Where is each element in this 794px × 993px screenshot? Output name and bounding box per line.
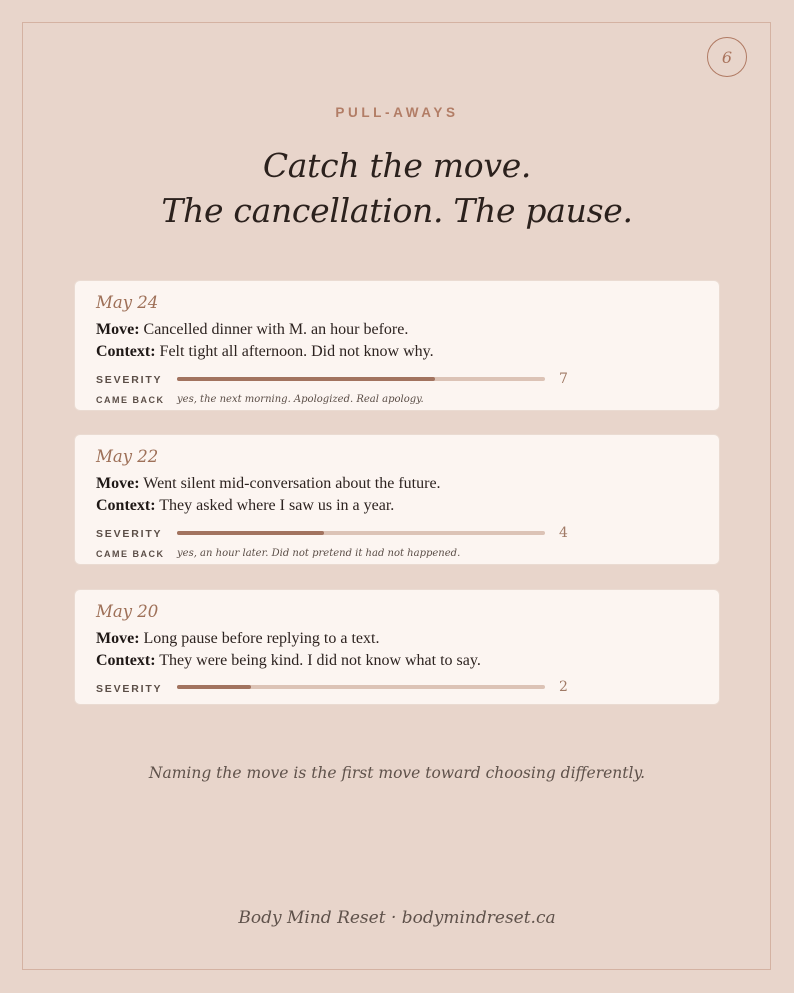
- move-line: [96, 321, 408, 339]
- entry-card: [74, 280, 720, 411]
- severity-label: SEVERITY: [96, 374, 163, 386]
- context-line: [96, 343, 434, 361]
- severity-label: SEVERITY: [96, 528, 163, 540]
- came-back-label: CAME BACK: [96, 549, 165, 559]
- severity-label: SEVERITY: [96, 683, 163, 695]
- severity-bar-fill: [177, 531, 324, 535]
- came-back-text: yes, an hour later. Did not pretend it had not happened.: [177, 548, 461, 559]
- context-label: Context:: [96, 497, 156, 514]
- context-label: Context:: [96, 652, 156, 669]
- severity-bar-fill: [177, 685, 251, 689]
- severity-bar: [177, 377, 545, 381]
- severity-value: 7: [559, 371, 568, 387]
- page-number-badge: [707, 37, 747, 77]
- move-label: Move:: [96, 475, 140, 492]
- context-text: Felt tight all afternoon. Did not know why.: [159, 343, 434, 360]
- severity-value: 4: [559, 525, 568, 541]
- context-line: [96, 497, 394, 515]
- entry-date: May 22: [96, 447, 159, 466]
- entry-card: [74, 589, 720, 705]
- page-number: 6: [721, 47, 733, 67]
- section-label: PULL-AWAYS: [335, 105, 459, 120]
- severity-bar-fill: [177, 377, 435, 381]
- footer: Body Mind Reset · bodymindreset.ca: [238, 908, 556, 928]
- severity-value: 2: [559, 679, 568, 695]
- move-label: Move:: [96, 321, 140, 338]
- context-line: [96, 652, 481, 670]
- severity-bar: [177, 685, 545, 689]
- title-line-2: The cancellation. The pause.: [161, 191, 633, 230]
- move-label: Move:: [96, 630, 140, 647]
- entry-date: May 20: [96, 602, 159, 621]
- context-label: Context:: [96, 343, 156, 360]
- move-line: [96, 475, 441, 493]
- severity-bar: [177, 531, 545, 535]
- closing-note: Naming the move is the first move toward choosing differently.: [148, 764, 646, 782]
- entry-card: [74, 434, 720, 565]
- move-text: Went silent mid-conversation about the future.: [143, 475, 441, 492]
- came-back-label: CAME BACK: [96, 395, 165, 405]
- move-line: [96, 630, 379, 648]
- came-back-text: yes, the next morning. Apologized. Real apology.: [177, 394, 424, 405]
- entry-date: May 24: [96, 293, 159, 312]
- move-text: Long pause before replying to a text.: [143, 630, 380, 647]
- page-title: [0, 143, 794, 233]
- context-text: They were being kind. I did not know what to say.: [159, 652, 481, 669]
- move-text: Cancelled dinner with M. an hour before.: [143, 321, 409, 338]
- context-text: They asked where I saw us in a year.: [159, 497, 395, 514]
- title-line-1: Catch the move.: [262, 146, 532, 185]
